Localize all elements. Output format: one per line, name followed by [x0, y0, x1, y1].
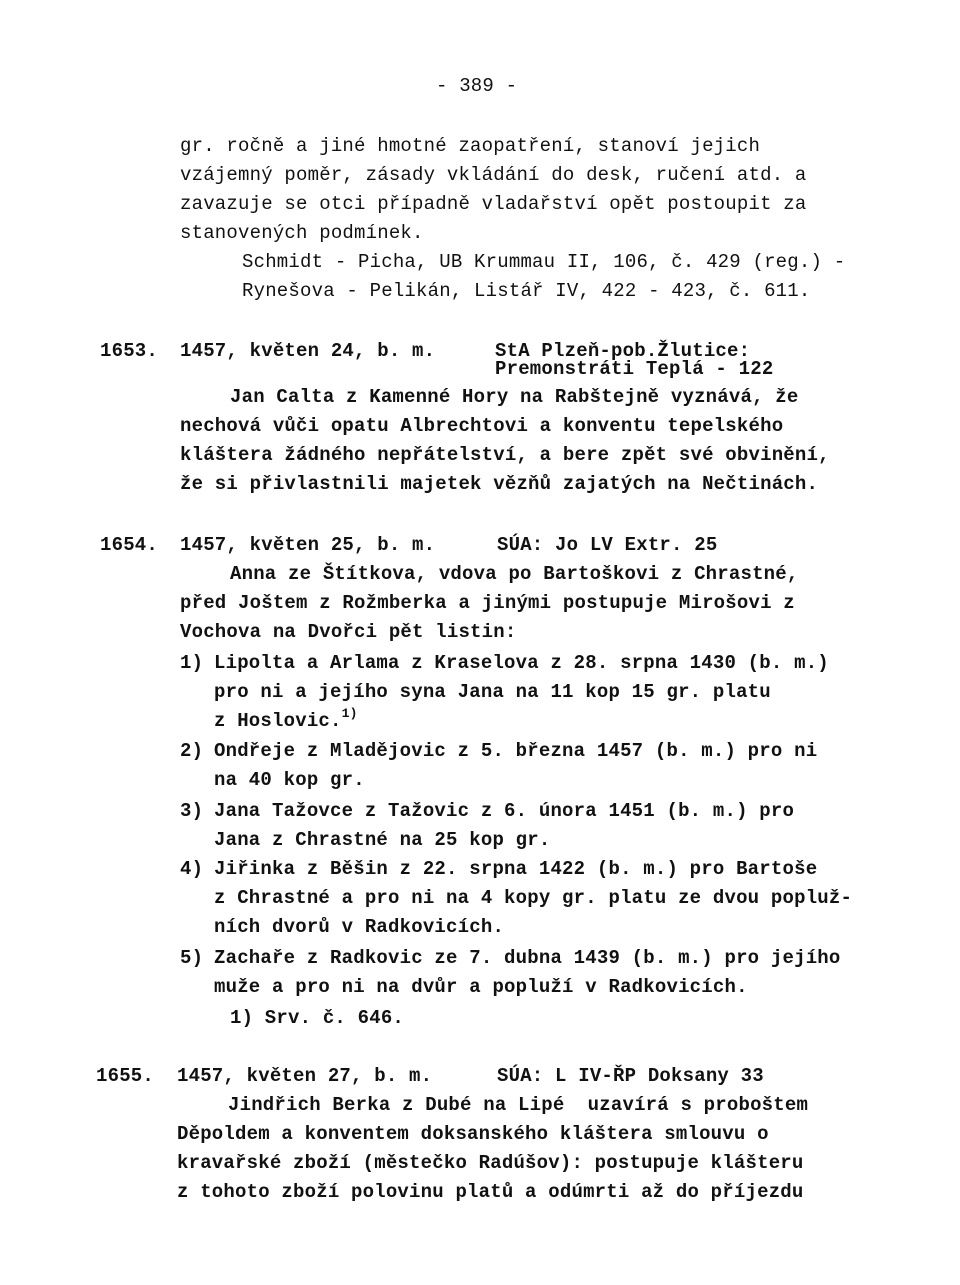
list-item-1-line-2: pro ni a jejího syna Jana na 11 kop 15 gr. platu [214, 681, 771, 703]
intro-line-4: stanovených podmínek. [180, 222, 424, 244]
list-item-3-line-1: Jana Tažovce z Tažovic z 6. února 1451 (b. m.) pro [214, 800, 795, 822]
entry-date-1655: 1457, květen 27, b. m. [177, 1065, 433, 1087]
entry-1655-line-1: Jindřich Berka z Dubé na Lipé uzavírá s proboštem [228, 1094, 809, 1116]
entry-archive-1653-line-2: Premonstráti Teplá - 122 [495, 358, 774, 380]
list-item-5-line-1: Zachaře z Radkovic ze 7. dubna 1439 (b. m.) pro jejího [214, 947, 841, 969]
entry-number-1653: 1653. [100, 340, 159, 362]
list-item-1-line-1: Lipolta a Arlama z Kraselova z 28. srpna 1430 (b. m.) [214, 652, 829, 674]
list-item-label-4: 4) [180, 858, 204, 880]
list-item-label-3: 3) [180, 800, 204, 822]
list-item-2-line-1: Ondřeje z Mladějovic z 5. března 1457 (b. m.) pro ni [214, 740, 818, 762]
entry-1655-line-4: z tohoto zboží polovinu platů a odúmrti až do příjezdu [177, 1181, 804, 1203]
intro-line-2: vzájemný poměr, zásady vkládání do desk, ručení atd. a [180, 164, 807, 186]
list-item-label-2: 2) [180, 740, 204, 762]
entry-1653-line-3: kláštera žádného nepřátelství, a bere zpět své obvinění, [180, 444, 830, 466]
list-item-4-line-2: z Chrastné a pro ni na 4 kopy gr. platu ze dvou popluž- [214, 887, 853, 909]
footnote-reference: 1) [341, 706, 358, 721]
list-item-1-line-3 [214, 706, 358, 735]
entry-1653-line-1: Jan Calta z Kamenné Hory na Rabštejně vyznává, že [230, 386, 799, 408]
entry-1655-line-2: Děpoldem a konventem doksanského kláštera smlouvu o [177, 1123, 769, 1145]
intro-line-1: gr. ročně a jiné hmotné zaopatření, stanoví jejich [180, 135, 761, 157]
page-number: - 389 - [436, 75, 518, 97]
entry-1655-line-3: kravařské zboží (městečko Radúšov): postupuje klášteru [177, 1152, 804, 1174]
entry-archive-1654: SÚA: Jo LV Extr. 25 [497, 534, 718, 556]
list-item-label-1: 1) [180, 652, 204, 674]
list-item-5-line-2: muže a pro ni na dvůr a popluží v Radkovicích. [214, 976, 748, 998]
intro-line-3: zavazuje se otci případně vladařství opět postoupit za [180, 193, 807, 215]
list-item-4-line-3: ních dvorů v Radkovicích. [214, 916, 505, 938]
entry-date-1653: 1457, květen 24, b. m. [180, 340, 436, 362]
entry-1654-line-2: před Joštem z Rožmberka a jinými postupuje Mirošovi z [180, 592, 795, 614]
entry-1654-line-3: Vochova na Dvořci pět listin: [180, 621, 517, 643]
intro-reference-2: Rynešova - Pelikán, Listář IV, 422 - 423, č. 611. [242, 280, 811, 302]
entry-1653-line-4: že si přivlastnili majetek vězňů zajatých na Nečtinách. [180, 473, 819, 495]
entry-1653-line-2: nechová vůči opatu Albrechtovi a konventu tepelského [180, 415, 784, 437]
list-item-3-line-2: Jana z Chrastné na 25 kop gr. [214, 829, 551, 851]
entry-number-1655: 1655. [96, 1065, 155, 1087]
list-item-2-line-2: na 40 kop gr. [214, 769, 365, 791]
footnote: 1) Srv. č. 646. [230, 1007, 405, 1029]
list-item-label-5: 5) [180, 947, 204, 969]
entry-date-1654: 1457, květen 25, b. m. [180, 534, 436, 556]
entry-archive-1653: StA Plzeň-pob.Žlutice: [495, 340, 751, 362]
intro-reference-1: Schmidt - Picha, UB Krummau II, 106, č. 429 (reg.) - [242, 251, 846, 273]
entry-number-1654: 1654. [100, 534, 159, 556]
entry-archive-1655: SÚA: L IV-ŘP Doksany 33 [497, 1065, 764, 1087]
list-item-1-line-3-text: z Hoslovic. [214, 710, 342, 732]
list-item-4-line-1: Jiřinka z Běšin z 22. srpna 1422 (b. m.) pro Bartoše [214, 858, 818, 880]
entry-1654-line-1: Anna ze Štítkova, vdova po Bartoškovi z Chrastné, [230, 563, 799, 585]
